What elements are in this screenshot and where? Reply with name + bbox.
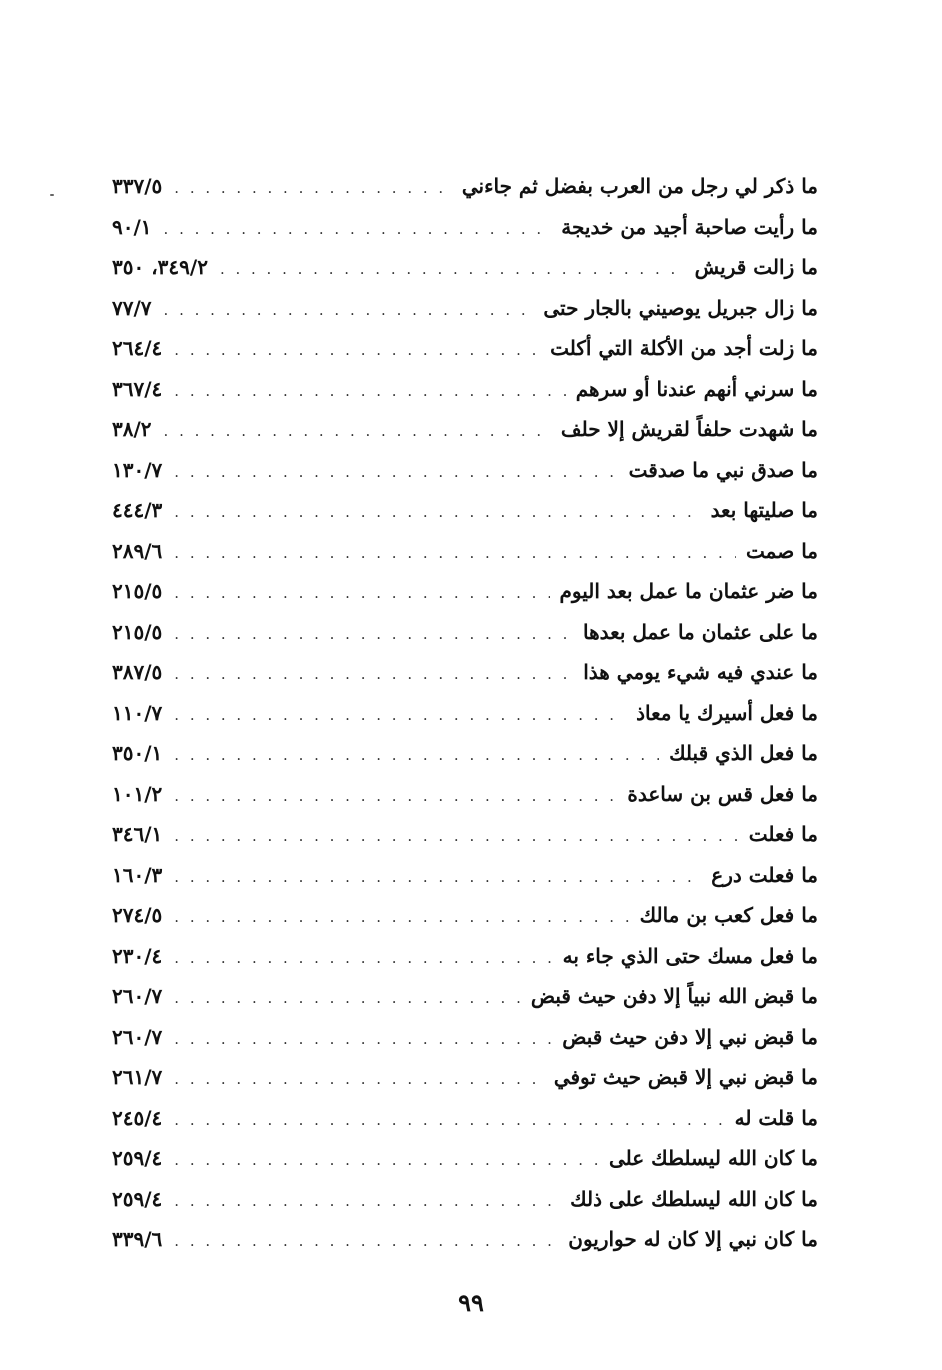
index-entry <box>112 774 818 815</box>
entry-reference: ٧٧/٧ <box>112 295 152 320</box>
index-entry <box>112 328 818 369</box>
entry-text: ما صدق نبي ما صدقت <box>628 457 818 482</box>
index-entry <box>112 247 818 288</box>
entry-reference: ٢٧٤/٥ <box>112 903 163 927</box>
leader-dots <box>174 978 521 1017</box>
entry-reference: ٣٤٦/١ <box>112 822 163 846</box>
entry-reference: ٢٤٥/٤ <box>112 1105 163 1130</box>
index-entry <box>112 693 818 734</box>
entry-reference: ٩٠/١ <box>112 214 152 239</box>
leader-dots <box>174 614 573 653</box>
leader-dots <box>174 371 565 410</box>
entry-reference: ٢١٥/٥ <box>112 619 163 644</box>
entry-reference: ٢٣٠/٤ <box>112 943 163 968</box>
index-entry <box>112 288 818 329</box>
leader-dots <box>174 452 618 491</box>
entry-reference: ٢٦٠/٧ <box>112 1024 163 1049</box>
entry-text: ما فعل الذي قبلك <box>669 741 818 765</box>
entry-reference: ٢٦٤/٤ <box>112 336 163 360</box>
leader-dots <box>174 816 738 855</box>
entry-text: ما رأيت صاحبة أجيد من خديجة <box>561 214 818 239</box>
entry-reference: ١٦٠/٣ <box>112 862 163 887</box>
entry-reference: ١٣٠/٧ <box>112 457 163 482</box>
page-number: ٩٩ <box>458 1288 484 1317</box>
leader-dots <box>174 897 629 936</box>
index-entry <box>112 1179 818 1220</box>
entry-reference: ٢١٥/٥ <box>112 579 163 603</box>
index-entry <box>112 1017 818 1058</box>
entry-reference: ٢٦٠/٧ <box>112 984 163 1008</box>
leader-dots <box>174 533 736 572</box>
leader-dots <box>174 695 626 734</box>
leader-dots <box>164 290 534 329</box>
entry-reference: ٣٥٠/١ <box>112 741 163 765</box>
entry-reference: ١٠١/٢ <box>112 781 163 806</box>
leader-dots <box>220 249 685 288</box>
leader-dots <box>174 1019 552 1058</box>
entry-text: ما شهدت حلفاً لقريش إلا حلف <box>560 417 818 441</box>
index-entry <box>112 652 818 693</box>
entry-text: ما زالت قريش <box>694 255 818 279</box>
index-entry <box>112 1057 818 1098</box>
index-entry <box>112 166 818 207</box>
leader-dots <box>174 573 549 612</box>
index-entry <box>112 855 818 896</box>
entry-text: ما قبض نبي إلا قبض حيث توفي <box>553 1065 818 1089</box>
index-entry <box>112 490 818 531</box>
entry-text: ما كان الله ليسلطك على ذلك <box>570 1186 818 1211</box>
leader-dots <box>174 330 540 369</box>
index-entry <box>112 1219 818 1260</box>
index-entry <box>112 207 818 248</box>
entry-text: ما زال جبريل يوصيني بالجار حتى <box>543 295 818 320</box>
entry-reference: ٢٥٩/٤ <box>112 1186 163 1211</box>
leader-dots <box>174 1140 599 1179</box>
index-entry <box>112 571 818 612</box>
entry-text: ما فعل مسك حتى الذي جاء به <box>562 943 818 968</box>
entry-reference: ٣٦٧/٤ <box>112 376 163 401</box>
print-speck <box>50 194 54 196</box>
index-entry <box>112 976 818 1017</box>
entry-reference: ٣٣٧/٥ <box>112 174 163 198</box>
entry-text: ما قبض نبي إلا دفن حيث قبض <box>562 1024 818 1049</box>
index-entry <box>112 612 818 653</box>
entry-reference: ٣٨٧/٥ <box>112 660 163 684</box>
entry-text: ما ذكر لي رجل من العرب بفضل ثم جاءني <box>461 174 818 198</box>
index-entry <box>112 450 818 491</box>
hadith-index-list <box>112 166 818 1260</box>
leader-dots <box>174 857 701 896</box>
index-entry <box>112 895 818 936</box>
entry-text: ما قلت له <box>734 1105 818 1130</box>
entry-text: ما عندي فيه شيء يومي هذا <box>583 660 818 684</box>
leader-dots <box>174 168 452 207</box>
index-entry <box>112 1138 818 1179</box>
entry-text: ما فعلت درع <box>711 862 818 887</box>
leader-dots <box>164 209 552 248</box>
leader-dots <box>164 411 551 450</box>
entry-reference: ٢٨٩/٦ <box>112 538 163 563</box>
leader-dots <box>174 1181 560 1220</box>
entry-text: ما فعل قس بن ساعدة <box>627 781 818 806</box>
index-entry <box>112 733 818 774</box>
leader-dots <box>174 492 700 531</box>
index-entry <box>112 936 818 977</box>
leader-dots <box>174 1100 724 1139</box>
index-entry <box>112 814 818 855</box>
entry-text: ما سرني أنهم عندنا أو سرهم <box>575 376 818 401</box>
entry-text: ما فعل أسيرك يا معاذ <box>636 700 818 725</box>
entry-reference: ٣٣٩/٦ <box>112 1227 163 1251</box>
leader-dots <box>174 654 573 693</box>
index-entry <box>112 369 818 410</box>
index-entry <box>112 1098 818 1139</box>
index-entry <box>112 409 818 450</box>
index-entry <box>112 531 818 572</box>
entry-text: ما صليتها بعد <box>710 498 818 522</box>
entry-reference: ٢٦١/٧ <box>112 1065 163 1089</box>
entry-text: ما فعل كعب بن مالك <box>639 903 818 927</box>
entry-text: ما قبض الله نبياً إلا دفن حيث قبض <box>530 984 818 1008</box>
entry-reference: ٣٤٩/٢، ٣٥٠ <box>112 255 208 279</box>
entry-text: ما زلت أجد من الأكلة التي أكلت <box>550 336 818 360</box>
leader-dots <box>174 938 552 977</box>
leader-dots <box>174 776 617 815</box>
entry-text: ما ضر عثمان ما عمل بعد اليوم <box>559 579 818 603</box>
leader-dots <box>174 1059 544 1098</box>
entry-text: ما كان نبي إلا كان له حواريون <box>568 1227 818 1251</box>
leader-dots <box>174 735 659 774</box>
entry-text: ما فعلت <box>748 822 818 846</box>
entry-reference: ٢٥٩/٤ <box>112 1146 163 1170</box>
entry-text: ما كان الله ليسلطك على <box>608 1146 818 1170</box>
entry-reference: ٣٨/٢ <box>112 417 152 441</box>
entry-text: ما صمت <box>746 538 818 563</box>
entry-reference: ٤٤٤/٣ <box>112 498 163 522</box>
entry-reference: ١١٠/٧ <box>112 700 163 725</box>
entry-text: ما على عثمان ما عمل بعدها <box>583 619 818 644</box>
leader-dots <box>174 1221 558 1260</box>
